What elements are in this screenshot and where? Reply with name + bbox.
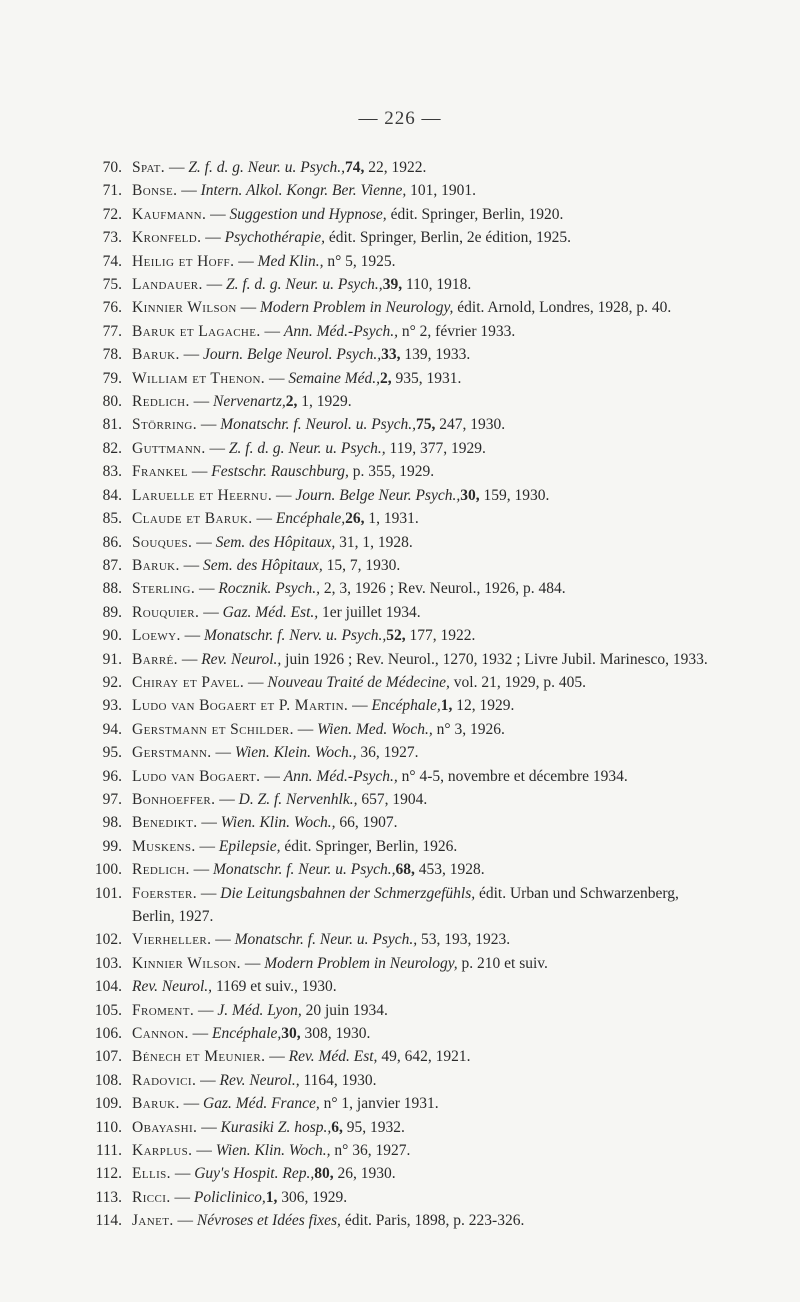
reference-details: 1164, 1930. <box>299 1071 377 1089</box>
reference-entry <box>90 250 720 273</box>
reference-volume: 1, <box>440 697 453 715</box>
reference-journal: Epilepsie, <box>218 837 281 855</box>
reference-journal: Wien. Klein. Woch., <box>234 744 357 762</box>
reference-entry <box>90 765 720 788</box>
reference-number: 72. <box>102 205 122 223</box>
reference-number: 90. <box>102 627 122 645</box>
reference-details: 1er juillet 1934. <box>318 603 421 621</box>
reference-journal: Nervenartz, <box>213 393 286 411</box>
reference-number: 89. <box>102 603 122 621</box>
reference-author: Gerstmann et Schilder. <box>132 720 294 738</box>
reference-details: 110, 1918. <box>402 276 472 294</box>
reference-separator: — <box>272 486 296 504</box>
reference-author: Kronfeld. <box>132 229 202 247</box>
reference-separator: — <box>194 1001 218 1019</box>
reference-number: 84. <box>102 486 122 504</box>
reference-separator: — <box>211 931 235 949</box>
reference-details: 1, 1929. <box>297 393 352 411</box>
reference-author: Redlich. <box>132 393 190 411</box>
reference-volume: 74, <box>345 159 365 176</box>
reference-number: 91. <box>102 650 122 668</box>
reference-author: Souques. <box>132 533 193 551</box>
reference-author: Loewy. <box>132 627 181 645</box>
reference-journal: Journ. Belge Neurol. Psych., <box>203 346 382 364</box>
reference-details: 657, 1904. <box>357 790 428 808</box>
reference-entry <box>90 999 720 1022</box>
reference-entry <box>90 601 720 624</box>
reference-separator: — <box>188 463 212 481</box>
reference-separator: — <box>173 1212 197 1230</box>
reference-number: 81. <box>102 416 122 434</box>
reference-entry <box>90 624 720 647</box>
reference-entry <box>90 226 720 249</box>
reference-journal: Nouveau Traité de Médecine, <box>267 673 450 691</box>
reference-number: 94. <box>102 720 122 738</box>
reference-details: édit. Urban und Schwarzenberg, Berlin, 1927. <box>132 884 679 925</box>
reference-entry <box>90 179 720 202</box>
reference-separator: — <box>211 744 235 762</box>
reference-author: Gerstmann. <box>132 744 212 762</box>
reference-entry <box>90 203 720 226</box>
reference-number: 92. <box>102 673 122 691</box>
reference-number: 77. <box>102 322 122 340</box>
reference-author: Laruelle et Heernu. <box>132 486 273 504</box>
reference-volume: 2, <box>285 393 298 411</box>
reference-separator: — <box>179 556 204 574</box>
reference-details: 26, 1930. <box>333 1165 396 1183</box>
reference-entry <box>90 835 720 858</box>
reference-journal: Rev. Neurol., <box>219 1071 300 1089</box>
reference-separator: — <box>165 159 189 176</box>
reference-number: 110. <box>95 1118 122 1136</box>
reference-journal: Modern Problem in Neurology, <box>264 954 458 972</box>
reference-journal: Wien. Klin. Woch., <box>220 814 336 832</box>
reference-entry <box>90 928 720 951</box>
reference-entry <box>90 648 720 671</box>
reference-number: 95. <box>102 744 122 762</box>
reference-author: Janet. <box>132 1212 174 1230</box>
reference-author: Foerster. <box>132 884 197 902</box>
reference-author: Redlich. <box>132 861 190 879</box>
reference-separator: — <box>215 790 239 808</box>
reference-entry <box>90 1139 720 1162</box>
reference-number: 88. <box>102 580 122 598</box>
reference-entry <box>90 975 720 998</box>
reference-separator: — <box>236 299 260 317</box>
reference-details: 101, 1901. <box>406 182 476 200</box>
reference-entry <box>90 156 720 179</box>
reference-separator: — <box>195 580 219 598</box>
reference-author: Muskens. <box>132 837 196 855</box>
reference-entry <box>90 296 720 319</box>
reference-author: William et Thenon. <box>132 369 266 387</box>
reference-author: Kaufmann. <box>132 205 207 223</box>
reference-author: Baruk. <box>132 1095 180 1113</box>
reference-journal: Monatschr. f. Neur. u. Psych., <box>213 861 396 879</box>
reference-journal: Monatschr. f. Neur. u. Psych., <box>234 931 418 949</box>
reference-entry <box>90 882 720 929</box>
reference-volume: 26, <box>345 510 365 528</box>
reference-details: n° 2, février 1933. <box>397 322 516 340</box>
reference-journal: Modern Problem in Neurology, <box>259 299 454 317</box>
reference-author: Baruk. <box>132 346 180 364</box>
reference-details: 36, 1927. <box>356 744 419 762</box>
reference-author: Landauer. <box>132 276 203 294</box>
reference-author: Baruk et Lagache. <box>132 322 261 340</box>
reference-author: Vierheller. <box>132 931 212 949</box>
reference-author: Frankel <box>132 463 189 481</box>
reference-volume: 30, <box>460 486 480 504</box>
reference-number: 86. <box>102 533 122 551</box>
reference-details: 49, 642, 1921. <box>377 1048 471 1066</box>
reference-details: 139, 1933. <box>400 346 471 364</box>
reference-details: 22, 1922. <box>364 159 427 176</box>
reference-separator: — <box>293 720 318 738</box>
reference-details: 1, 1931. <box>364 510 419 528</box>
reference-entry <box>90 343 720 366</box>
reference-journal: Journ. Belge Neur. Psych., <box>295 486 461 504</box>
reference-number: 74. <box>102 252 122 270</box>
reference-separator: — <box>180 627 204 645</box>
reference-details: 1169 et suiv., 1930. <box>212 978 337 996</box>
reference-entry <box>90 1069 720 1092</box>
reference-separator: — <box>189 861 213 879</box>
reference-author: Ludo van Bogaert et P. Martin. <box>132 697 349 715</box>
reference-volume: 30, <box>281 1025 301 1043</box>
reference-journal: Guy's Hospit. Rep., <box>194 1165 315 1183</box>
reference-details: 306, 1929. <box>277 1188 348 1206</box>
reference-details: 308, 1930. <box>300 1025 371 1043</box>
reference-journal: Wien. Klin. Woch., <box>215 1142 331 1160</box>
reference-journal: Rocznik. Psych., <box>218 580 320 598</box>
reference-entry <box>90 858 720 881</box>
reference-separator: — <box>196 416 221 434</box>
reference-journal: Encéphale, <box>211 1025 282 1043</box>
reference-entry <box>90 694 720 717</box>
reference-journal: Ann. Méd.-Psych., <box>283 767 398 785</box>
reference-number: 83. <box>102 463 122 481</box>
reference-details: 12, 1929. <box>452 697 515 715</box>
reference-separator: — <box>260 322 284 340</box>
reference-author: Cannon. <box>132 1025 189 1043</box>
reference-author: Ellis. <box>132 1165 171 1183</box>
reference-entry <box>90 1116 720 1139</box>
reference-number: 93. <box>102 697 122 715</box>
reference-details: vol. 21, 1929, p. 405. <box>449 673 586 691</box>
reference-details: 2, 3, 1926 ; Rev. Neurol., 1926, p. 484. <box>319 580 566 598</box>
reference-details: 177, 1922. <box>405 627 476 645</box>
reference-number: 109. <box>94 1095 122 1113</box>
reference-entry <box>90 531 720 554</box>
reference-journal: Sem. des Hôpitaux, <box>215 533 336 551</box>
reference-author: Bonhoeffer. <box>132 790 216 808</box>
reference-journal: Gaz. Méd. Est., <box>222 603 319 621</box>
reference-separator: — <box>234 252 258 270</box>
reference-journal: Med Klin., <box>257 252 324 270</box>
reference-entry <box>90 1162 720 1185</box>
reference-details: 15, 7, 1930. <box>322 556 401 574</box>
reference-separator: — <box>177 650 202 668</box>
reference-entry <box>90 788 720 811</box>
reference-details: n° 1, janvier 1931. <box>319 1095 439 1113</box>
reference-number: 105. <box>94 1001 122 1019</box>
reference-entry <box>90 1209 720 1232</box>
reference-details: édit. Springer, Berlin, 1920. <box>386 205 564 223</box>
reference-separator: — <box>192 533 216 551</box>
reference-entry <box>90 1092 720 1115</box>
reference-details: édit. Paris, 1898, p. 223-326. <box>340 1212 525 1230</box>
reference-details: n° 36, 1927. <box>330 1142 411 1160</box>
reference-separator: — <box>197 884 221 902</box>
reference-details: p. 210 et suiv. <box>457 954 548 972</box>
reference-number: 112. <box>95 1165 122 1183</box>
reference-journal: D. Z. f. Nervenhlk., <box>238 790 358 808</box>
reference-journal: Policlinico, <box>193 1188 266 1206</box>
reference-journal: Psychothérapie, <box>224 229 325 247</box>
reference-journal: Rev. Neurol., <box>201 650 282 668</box>
reference-journal: Wien. Med. Woch., <box>317 720 433 738</box>
reference-details: édit. Springer, Berlin, 2e édition, 1925. <box>324 229 572 247</box>
reference-number: 98. <box>102 814 122 832</box>
reference-separator: — <box>240 954 265 972</box>
reference-author: Rouquier. <box>132 603 200 621</box>
reference-entry <box>90 952 720 975</box>
reference-entry <box>90 554 720 577</box>
reference-journal: J. Méd. Lyon, <box>217 1001 302 1019</box>
reference-number: 97. <box>102 790 122 808</box>
reference-separator: — <box>205 439 229 457</box>
reference-separator: — <box>179 1095 204 1113</box>
reference-journal: Kurasiki Z. hosp., <box>220 1118 332 1136</box>
reference-details: 247, 1930. <box>435 416 506 434</box>
reference-author: Claude et Baruk. <box>132 510 253 528</box>
reference-separator: — <box>177 182 201 200</box>
reference-journal: Encéphale, <box>275 510 346 528</box>
reference-separator: — <box>197 814 221 832</box>
reference-volume: 33, <box>381 346 401 364</box>
reference-author: Kinnier Wilson. <box>132 954 241 972</box>
reference-separator: — <box>195 837 219 855</box>
reference-number: 79. <box>102 369 122 387</box>
reference-author: Bonse. <box>132 182 178 200</box>
reference-journal: Sem. des Hôpitaux, <box>203 556 323 574</box>
reference-volume: 68, <box>395 861 415 879</box>
reference-volume: 75, <box>415 416 436 434</box>
reference-details: n° 3, 1926. <box>432 720 505 738</box>
reference-number: 100. <box>94 861 122 879</box>
reference-details: n° 5, 1925. <box>323 252 396 270</box>
reference-details: 119, 377, 1929. <box>385 439 486 457</box>
reference-journal: Z. f. d. g. Neur. u. Psych., <box>228 439 386 457</box>
reference-entry <box>90 460 720 483</box>
reference-number: 106. <box>94 1025 122 1043</box>
reference-author: Obayashi. <box>132 1118 198 1136</box>
reference-number: 107. <box>94 1048 122 1066</box>
reference-separator: — <box>188 1025 212 1043</box>
reference-entry <box>90 320 720 343</box>
reference-author: Radovici. <box>132 1071 197 1089</box>
reference-list <box>90 156 720 1233</box>
reference-number: 102. <box>94 931 122 949</box>
reference-number: 70. <box>102 159 122 176</box>
reference-entry <box>90 671 720 694</box>
reference-number: 96. <box>102 767 122 785</box>
reference-number: 78. <box>102 346 122 364</box>
reference-author: Baruk. <box>132 556 180 574</box>
reference-details: juin 1926 ; Rev. Neurol., 1270, 1932 ; Livre Jubil. Marinesco, 1933. <box>281 650 708 668</box>
reference-separator: — <box>206 205 230 223</box>
reference-author: Karplus. <box>132 1142 193 1160</box>
reference-number: 101. <box>94 884 122 902</box>
reference-details: 159, 1930. <box>479 486 550 504</box>
reference-volume: 80, <box>314 1165 334 1183</box>
reference-journal: Z. f. d. g. Neur. u. Psych., <box>225 276 383 294</box>
reference-number: 82. <box>102 439 122 457</box>
reference-author: Barré. <box>132 650 178 668</box>
reference-journal: Z. f. d. g. Neur. u. Psych., <box>188 159 346 176</box>
reference-journal: Encéphale, <box>371 697 441 715</box>
reference-number: 85. <box>102 510 122 528</box>
reference-volume: 1, <box>265 1188 278 1206</box>
reference-separator: — <box>202 276 226 294</box>
reference-number: 113. <box>95 1188 122 1206</box>
reference-number: 99. <box>102 837 122 855</box>
reference-author: Froment. <box>132 1001 195 1019</box>
reference-details: 31, 1, 1928. <box>335 533 413 551</box>
reference-separator: — <box>196 1071 220 1089</box>
reference-separator: — <box>197 1118 221 1136</box>
reference-journal: Intern. Alkol. Kongr. Ber. Vienne, <box>200 182 407 200</box>
reference-journal: Monatschr. f. Nerv. u. Psych., <box>203 627 387 645</box>
reference-number: 103. <box>94 954 122 972</box>
reference-journal: Ann. Méd.-Psych., <box>283 322 398 340</box>
reference-details: 20 juin 1934. <box>301 1001 388 1019</box>
reference-entry <box>90 273 720 296</box>
reference-entry <box>90 507 720 530</box>
reference-journal: Rev. Méd. Est, <box>288 1048 378 1066</box>
reference-details: 453, 1928. <box>414 861 485 879</box>
reference-journal: Névroses et Idées fixes, <box>196 1212 341 1230</box>
reference-author: Benedikt. <box>132 814 198 832</box>
reference-separator: — <box>179 346 204 364</box>
reference-author: Kinnier Wilson <box>132 299 237 317</box>
reference-volume: 39, <box>382 276 403 294</box>
reference-entry <box>90 413 720 436</box>
reference-author: Sterling. <box>132 580 196 598</box>
reference-number: 73. <box>102 229 122 247</box>
reference-entry <box>90 367 720 390</box>
reference-separator: — <box>189 393 213 411</box>
reference-details: 935, 1931. <box>391 369 462 387</box>
reference-journal: Suggestion und Hypnose, <box>229 205 387 223</box>
reference-separator: — <box>244 673 268 691</box>
reference-entry <box>90 718 720 741</box>
reference-number: 76. <box>102 299 122 317</box>
reference-number: 104. <box>94 978 122 996</box>
reference-journal: Semaine Méd., <box>288 369 381 387</box>
reference-journal: Rev. Neurol., <box>132 978 213 996</box>
reference-entry <box>90 577 720 600</box>
reference-number: 80. <box>102 393 122 411</box>
reference-author: Spat. <box>132 159 166 176</box>
reference-author: Heilig et Hoff. <box>132 252 235 270</box>
reference-author: Störring. <box>132 416 197 434</box>
reference-number: 108. <box>94 1071 122 1089</box>
reference-separator: — <box>170 1165 195 1183</box>
reference-entry <box>90 811 720 834</box>
reference-separator: — <box>265 369 289 387</box>
reference-number: 87. <box>102 556 122 574</box>
reference-separator: — <box>260 767 284 785</box>
reference-details: n° 4-5, novembre et décembre 1934. <box>397 767 628 785</box>
reference-entry <box>90 390 720 413</box>
page-number: — 226 — <box>358 108 442 129</box>
reference-entry <box>90 1186 720 1209</box>
reference-separator: — <box>348 697 372 715</box>
reference-entry <box>90 484 720 507</box>
reference-author: Guttmann. <box>132 439 206 457</box>
reference-volume: 2, <box>380 369 392 387</box>
reference-separator: — <box>199 603 223 621</box>
reference-separator: — <box>252 510 276 528</box>
reference-entry <box>90 1045 720 1068</box>
reference-entry <box>90 1022 720 1045</box>
reference-author: Chiray et Pavel. <box>132 673 245 691</box>
reference-volume: 6, <box>331 1118 343 1136</box>
reference-details: édit. Springer, Berlin, 1926. <box>280 837 458 855</box>
reference-details: édit. Arnold, Londres, 1928, p. 40. <box>453 299 672 317</box>
reference-number: 111. <box>96 1142 122 1160</box>
reference-separator: — <box>265 1048 289 1066</box>
reference-separator: — <box>192 1142 216 1160</box>
reference-number: 75. <box>102 276 122 294</box>
reference-details: 66, 1907. <box>335 814 398 832</box>
reference-author: Ludo van Bogaert. <box>132 767 261 785</box>
reference-author: Bénech et Meunier. <box>132 1048 266 1066</box>
reference-number: 71. <box>102 182 122 200</box>
reference-separator: — <box>170 1188 194 1206</box>
reference-separator: — <box>201 229 225 247</box>
reference-journal: Monatschr. f. Neurol. u. Psych., <box>220 416 416 434</box>
reference-number: 114. <box>95 1212 122 1230</box>
reference-journal: Die Leitungsbahnen der Schmerzgefühls, <box>220 884 476 902</box>
reference-entry <box>90 437 720 460</box>
reference-entry <box>90 741 720 764</box>
reference-journal: Gaz. Méd. France, <box>203 1095 320 1113</box>
reference-journal: Festschr. Rauschburg, <box>211 463 349 481</box>
reference-volume: 52, <box>386 627 406 645</box>
reference-details: 53, 193, 1923. <box>417 931 511 949</box>
reference-details: p. 355, 1929. <box>348 463 435 481</box>
reference-details: 95, 1932. <box>342 1118 405 1136</box>
reference-author: Ricci. <box>132 1188 171 1206</box>
